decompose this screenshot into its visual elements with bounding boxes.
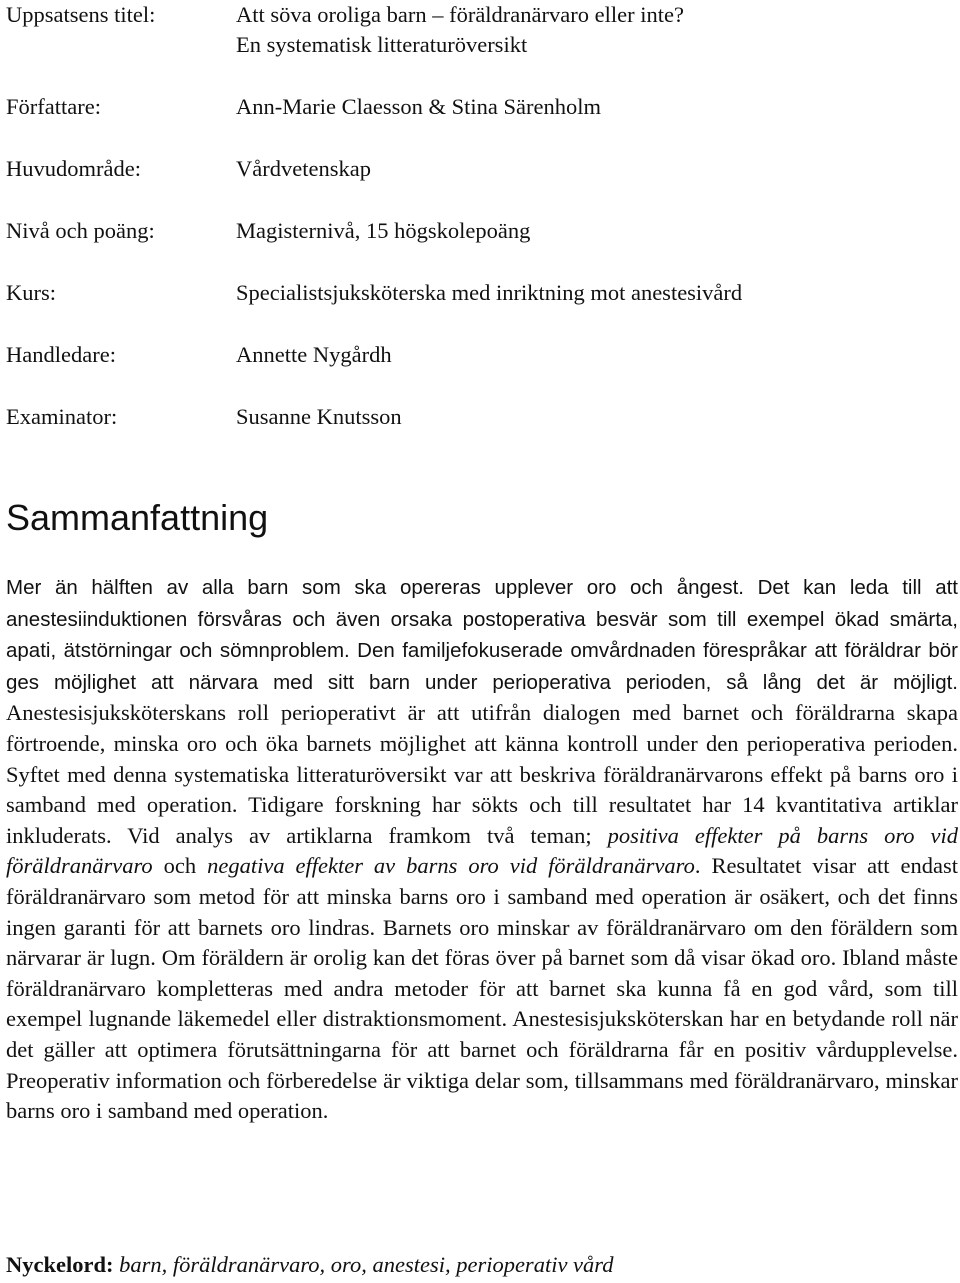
course-row: [6, 278, 956, 308]
summary-body-text: Anestesisjuksköterskans roll perioperativt är att utifrån dialogen med barnet och föräldrarna skapa förtroende, minska oro och öka barnets möjlighet att känna kontroll under den perioperativa perioden. Syftet med denna systematiska litteraturöversikt var att beskriva föräldranärvarons effekt på barns oro i samband med operation. Tidigare forskning har sökts och till resultatet har 14 kvantitativa artiklar inkluderats. Vid analys av artiklarna framkom två teman;: [6, 700, 958, 848]
summary-intro-text: Mer än hälften av alla barn som ska opereras upplever oro och ångest. Det kan leda till att anestesiinduktionen försvåras och även orsaka postoperativa besvär som till exempel ökad smärta, apati, ätstörningar och sömnproblem. Den familjefokuserade omvårdnaden förespråkar att föräldrar bör ges möjlighet att närvara med sitt barn under perioperativa perioden, så lång det är möjligt.: [6, 576, 958, 694]
course-value: Specialistsjuksköterska med inriktning mot anestesivård: [236, 280, 743, 305]
supervisor-label: Handledare:: [6, 342, 116, 367]
summary-heading: Sammanfattning: [6, 497, 269, 538]
main-area-row: [6, 154, 956, 184]
authors-row: [6, 92, 956, 122]
theme-positive: positiva effekter på barns oro vid föräldranärvaro: [6, 822, 958, 879]
title-row: [6, 0, 956, 60]
authors-label: Författare:: [6, 94, 101, 119]
examiner-row: [6, 402, 956, 432]
title-value: [236, 0, 956, 60]
level-row: [6, 216, 956, 246]
supervisor-row: [6, 340, 956, 370]
keywords-line: [6, 1250, 613, 1280]
main-area-value: Vårdvetenskap: [236, 156, 371, 181]
level-label: Nivå och poäng:: [6, 218, 155, 243]
summary-paragraph: [6, 572, 958, 1127]
keywords-label: Nyckelord:: [6, 1252, 114, 1277]
theme-negative: negativa effekter av barns oro vid föräldranärvaro: [207, 853, 695, 879]
title-label: Uppsatsens titel:: [6, 2, 156, 27]
main-area-label: Huvudområde:: [6, 156, 141, 181]
course-label: Kurs:: [6, 280, 56, 305]
metadata-block: [6, 0, 956, 464]
level-value: Magisternivå, 15 högskolepoäng: [236, 218, 531, 243]
authors-value: Ann-Marie Claesson & Stina Särenholm: [236, 94, 601, 119]
examiner-value: Susanne Knutsson: [236, 404, 402, 429]
examiner-label: Examinator:: [6, 404, 118, 429]
supervisor-value: Annette Nygårdh: [236, 342, 392, 367]
title-line-1: Att söva oroliga barn – föräldranärvaro eller inte?: [236, 2, 684, 27]
theme-connector: och: [152, 853, 208, 879]
title-line-2: En systematisk litteraturöversikt: [236, 32, 528, 57]
summary-results-text: . Resultatet visar att endast föräldranärvaro som metod för att minska barns oro i samband med operation är osäkert, och det finns ingen garanti för att barnets oro lindras. Barnets oro minskar av föräldranärvaro om den föräldern som närvarar är lugn. Om föräldern är orolig kan det föras över på barnet som då visar ökad oro. Ibland måste föräldranärvaro kompletteras med andra metoder för att barnet ska kunna få en god vård, som till exempel lugnande läkemedel eller distraktionsmoment. Anestesisjuksköterskan har en betydande roll när det gäller att optimera förutsättningarna för att barnet och föräldrarna får en positiv vårdupplevelse. Preoperativ information och förberedelse är viktiga delar som, tillsammans med föräldranärvaro, minskar barns oro i samband med operation.: [6, 853, 958, 1124]
keywords-values: barn, föräldranärvaro, oro, anestesi, perioperativ vård: [119, 1252, 614, 1277]
